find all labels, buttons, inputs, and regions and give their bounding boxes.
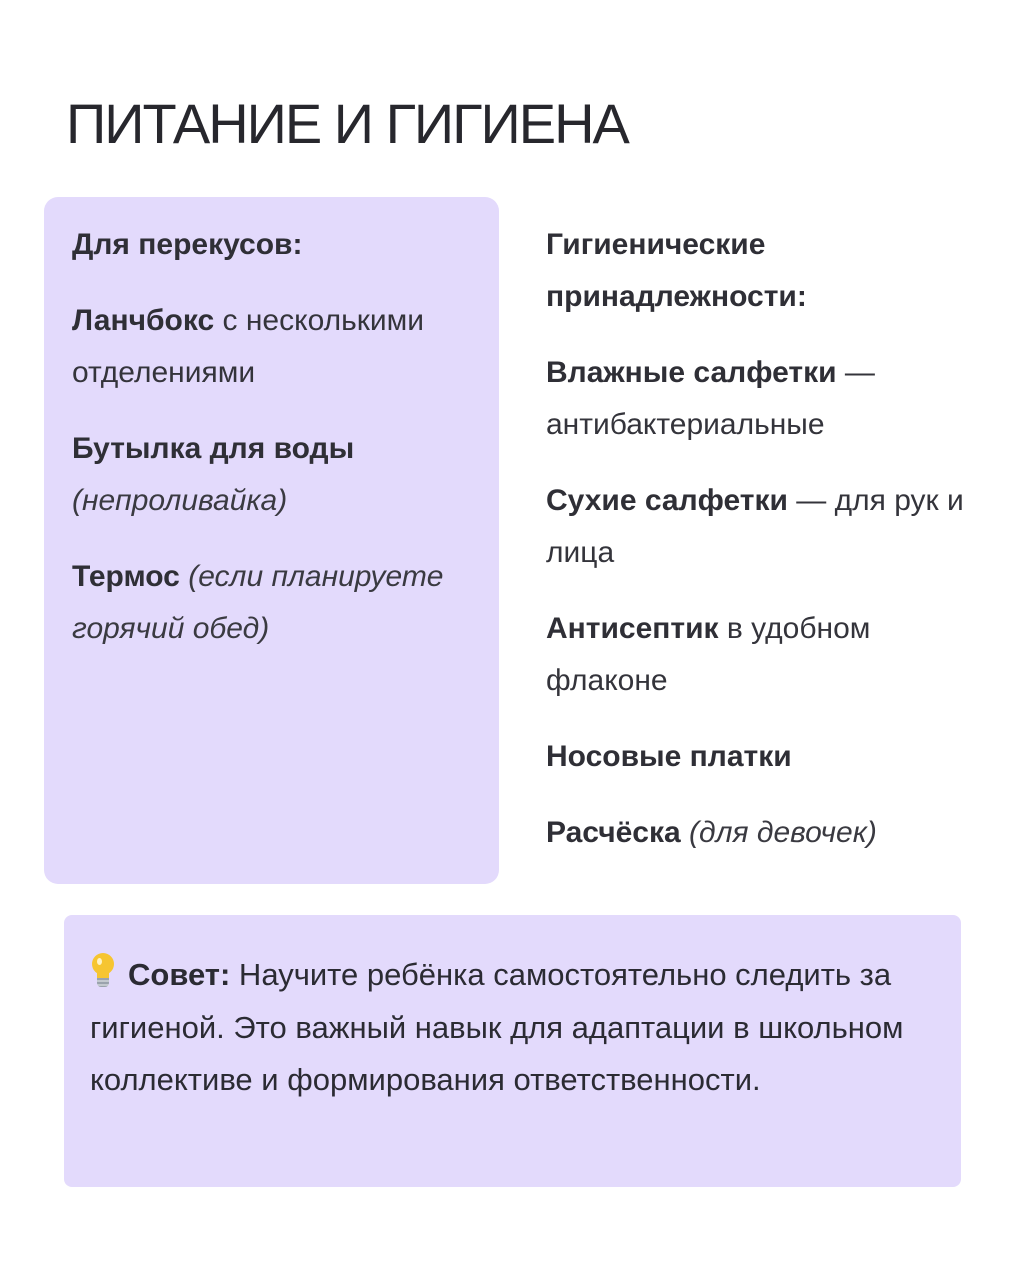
item-spacer bbox=[681, 816, 689, 849]
snacks-card bbox=[44, 197, 499, 884]
hygiene-item-tissues bbox=[546, 731, 986, 807]
item-name: Ланчбокс bbox=[72, 304, 215, 337]
item-description: в удобном флаконе bbox=[546, 612, 871, 697]
tip-card bbox=[64, 915, 961, 1187]
item-name: Антисептик bbox=[546, 612, 719, 645]
item-name: Термос bbox=[72, 560, 180, 593]
item-spacer bbox=[180, 560, 188, 593]
hygiene-item-wet-wipes bbox=[546, 347, 986, 475]
item-name: Сухие салфетки bbox=[546, 484, 788, 517]
tip-body: Научите ребёнка самостоятельно следить за гигиеной. Это важный навык для адаптации в школьном коллективе и формирования ответственности. bbox=[90, 957, 904, 1097]
tip-label: Совет: bbox=[128, 957, 231, 992]
hygiene-item-antiseptic bbox=[546, 603, 986, 731]
item-note: (непроливайка) bbox=[72, 484, 288, 517]
item-name: Бутылка для воды bbox=[72, 432, 355, 465]
item-name: Расчёска bbox=[546, 816, 681, 849]
item-note: (если планируете горячий обед) bbox=[72, 560, 444, 645]
hygiene-heading: Гигиенические принадлежности: bbox=[546, 228, 807, 313]
page-title: ПИТАНИЕ И ГИГИЕНА bbox=[66, 92, 628, 155]
item-name: Носовые платки bbox=[546, 740, 792, 773]
hygiene-column bbox=[546, 219, 986, 883]
item-note: (для девочек) bbox=[689, 816, 877, 849]
hygiene-item-dry-wipes bbox=[546, 475, 986, 603]
lightbulb-icon bbox=[90, 951, 116, 991]
snack-item-lunchbox bbox=[72, 295, 475, 423]
item-description: — антибактериальные bbox=[546, 356, 875, 441]
tip-text bbox=[90, 949, 935, 1107]
hygiene-item-comb bbox=[546, 807, 986, 883]
item-name: Влажные салфетки bbox=[546, 356, 837, 389]
snack-item-water-bottle bbox=[72, 423, 475, 551]
snacks-heading: Для перекусов: bbox=[72, 228, 303, 261]
snack-item-thermos bbox=[72, 551, 475, 679]
item-description: с несколькими отделениями bbox=[72, 304, 424, 389]
item-description: — для рук и лица bbox=[546, 484, 964, 569]
